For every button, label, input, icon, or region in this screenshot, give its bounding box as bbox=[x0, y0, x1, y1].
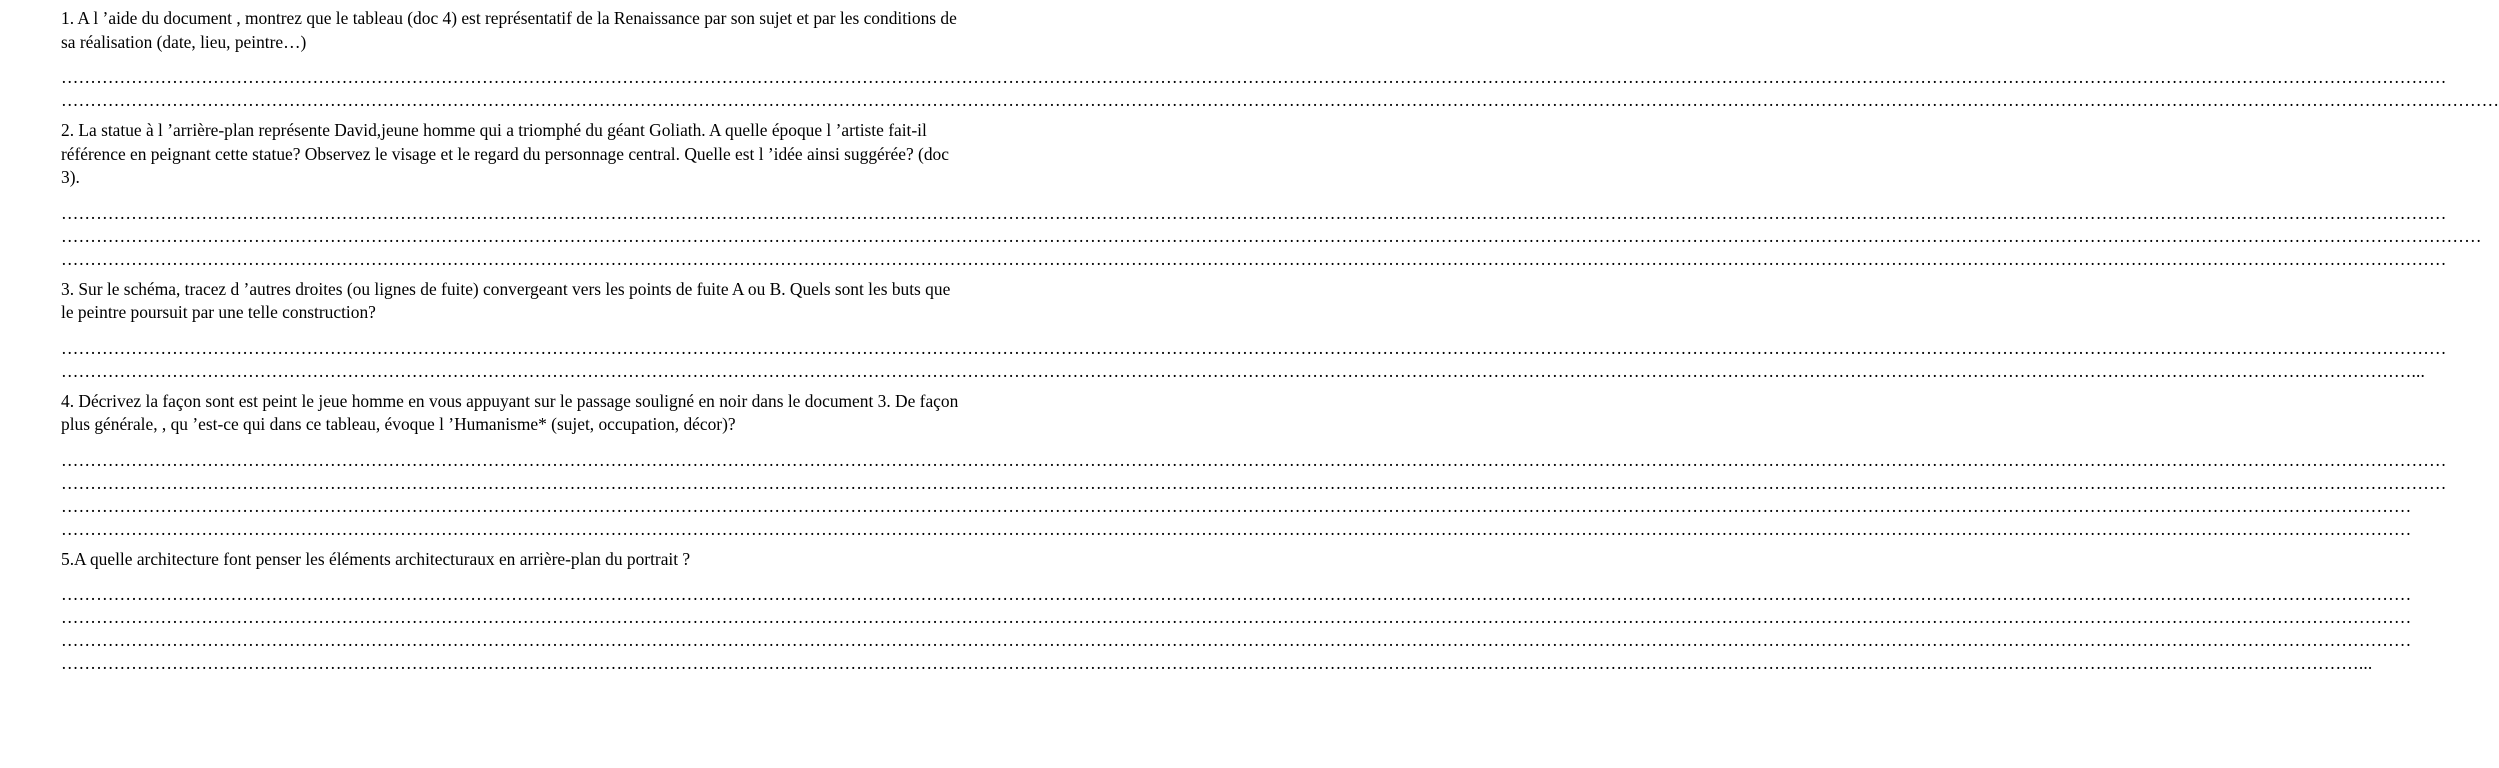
answer-line[interactable]: ………………………………………………………………………………………………………………………………………………………………………………………………………………………………………………………………………………………………………………………………………………………………………… bbox=[61, 202, 2447, 223]
answer-line[interactable]: ………………………………………………………………………………………………………………………………………………………………………………………………………………………………………………………………………………………………………………………………………………………………………… bbox=[61, 337, 2447, 358]
question-text-3: 3. Sur le schéma, tracez d ’autres droites (ou lignes de fuite) convergeant vers les points de fuite A ou B. Quels sont les buts que le peintre poursuit par une telle construction? bbox=[61, 278, 951, 322]
answer-line[interactable]: ………………………………………………………………………………………………………………………………………………………………………………………………………………………………………………………………………………………………………………………………………………………………………… bbox=[61, 472, 2447, 493]
answer-line[interactable]: ………………………………………………………………………………………………………………………………………………………………………………………………………………………………………………………………………………………………………………………………………………………………………… bbox=[61, 449, 2447, 470]
answer-line[interactable]: ……………………………………………………………………………………………………………………………………………………………………………………………………………………………………………………………………………………………………………………………………………………………... bbox=[61, 653, 2373, 673]
answer-line[interactable]: …………………………………………………………………………………………………………………………………………………………………………………………………………………………………………………………………………………………………………………………………………………………………… bbox=[61, 584, 2412, 604]
question-block-4 bbox=[61, 390, 2447, 541]
answer-area-3[interactable] bbox=[61, 337, 2447, 383]
answer-area-5[interactable] bbox=[61, 583, 2412, 675]
question-block-5 bbox=[61, 548, 2412, 676]
answer-line[interactable]: …………………………………………………………………………………………………………………………………………………………………………………………………………………………………………………………………………………………………………………………………………………………………… bbox=[61, 518, 2412, 539]
answer-line[interactable]: …………………………………………………………………………………………………………………………………………………………………………………………………………………………………………………………………………………………………………………………………………………………………… bbox=[61, 607, 2412, 627]
answer-line[interactable]: ………………………………………………………………………………………………………………………………………………………………………………………………………………………………………………………………………………………………………………………………………………………………………………… bbox=[61, 90, 2499, 110]
answer-line[interactable]: ……………………………………………………………………………………………………………………………………………………………………………………………………………………………………………………………………………………………………………………………………………………………………... bbox=[61, 360, 2425, 381]
answer-area-2[interactable] bbox=[61, 202, 2482, 271]
answer-line[interactable]: …………………………………………………………………………………………………………………………………………………………………………………………………………………………………………………………………………………………………………………………………………………………………… bbox=[61, 495, 2412, 516]
answer-line[interactable]: ……………………………………………………………………………………………………………………………………………………………………………………………………………………………………………………………………………………………………………………………………………………………………………… bbox=[61, 225, 2482, 246]
question-block-1 bbox=[61, 7, 2499, 112]
question-text-5: 5.A quelle architecture font penser les éléments architecturaux en arrière-plan du portrait ? bbox=[61, 548, 691, 569]
answer-line[interactable]: …………………………………………………………………………………………………………………………………………………………………………………………………………………………………………………………………………………………………………………………………………………………………… bbox=[61, 630, 2412, 650]
answer-line[interactable]: ………………………………………………………………………………………………………………………………………………………………………………………………………………………………………………………………………………………………………………………………………………………………………… bbox=[61, 248, 2447, 269]
question-text-2: 2. La statue à l ’arrière-plan représente David,jeune homme qui a triomphé du géant Goliath. A quelle époque l ’artiste fait-il référence en peignant cette statue? Observez le visage et le regard du personnage central. Quelle est l ’idée ainsi suggérée? (doc 3). bbox=[61, 120, 949, 187]
answer-area-4[interactable] bbox=[61, 449, 2447, 541]
question-block-2 bbox=[61, 119, 2482, 271]
question-text-4: 4. Décrivez la façon sont est peint le jeue homme en vous appuyant sur le passage souligné en noir dans le document 3. De façon plus générale, , qu ’est-ce qui dans ce tableau, évoque l ’Humanisme* (sujet, occupation, décor)? bbox=[61, 390, 959, 434]
answer-area-1[interactable] bbox=[61, 66, 2499, 112]
answer-line[interactable]: ………………………………………………………………………………………………………………………………………………………………………………………………………………………………………………………………………………………………………………………………………………………………………… bbox=[61, 67, 2447, 87]
question-block-3 bbox=[61, 278, 2447, 383]
question-text-1: 1. A l ’aide du document , montrez que le tableau (doc 4) est représentatif de la Renaissance par son sujet et par les conditions de sa réalisation (date, lieu, peintre…) bbox=[61, 8, 957, 52]
worksheet-page bbox=[61, 7, 2499, 682]
